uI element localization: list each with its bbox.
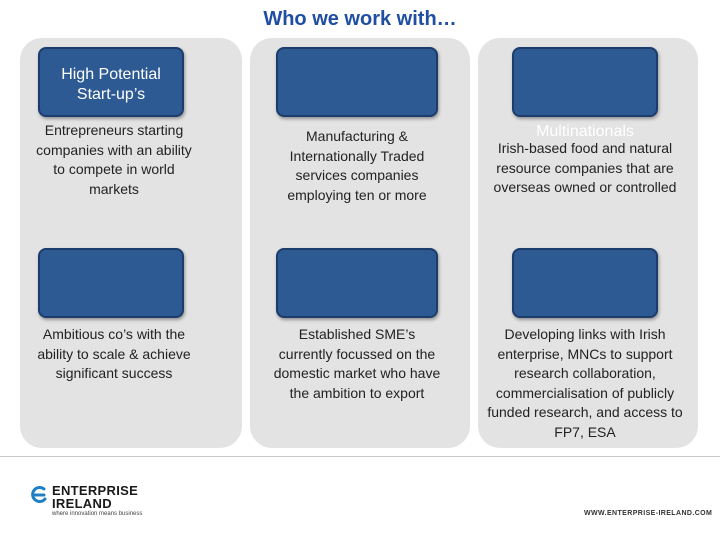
description-column2-bottom: Established SME’s currently focussed on the domestic market who have the ambition to export: [273, 326, 441, 401]
page-title: Who we work with…: [263, 8, 457, 30]
category-label-multinationals: Multinationals: [536, 123, 634, 140]
logo-text-ireland: IRELAND: [52, 496, 112, 511]
category-box-column2-bottom: [276, 248, 438, 318]
category-label-high-potential: High Potential Start-up’s: [61, 66, 161, 103]
description-manufacturing: Manufacturing & Internationally Traded services companies employing ten or more: [287, 128, 427, 203]
description-multinationals: Irish-based food and natural resource companies that are overseas owned or controlled: [493, 140, 677, 195]
category-box-column3-bottom: [512, 248, 658, 318]
enterprise-ireland-swirl-icon: [30, 484, 48, 506]
category-box-column1-bottom: [38, 248, 184, 318]
description-column3-bottom: Developing links with Irish enterprise, MNCs to support research collaboration, commercialisation of publicly funded research, and access to FP7, ESA: [487, 326, 683, 440]
category-box-high-potential: [38, 47, 184, 117]
website-url: WWW.ENTERPRISE-IRELAND.COM: [584, 510, 713, 517]
logo-text-enterprise: ENTERPRISE: [52, 483, 139, 498]
description-high-potential: Entrepreneurs starting companies with an ability to compete in world markets: [36, 122, 192, 197]
description-column1-bottom: Ambitious co’s with the ability to scale & achieve significant success: [37, 326, 191, 381]
category-box-column3-top: [512, 47, 658, 117]
footer-divider: [0, 456, 720, 457]
category-box-column2-top: [276, 47, 438, 117]
logo-tagline: where innovation means business: [52, 511, 143, 517]
